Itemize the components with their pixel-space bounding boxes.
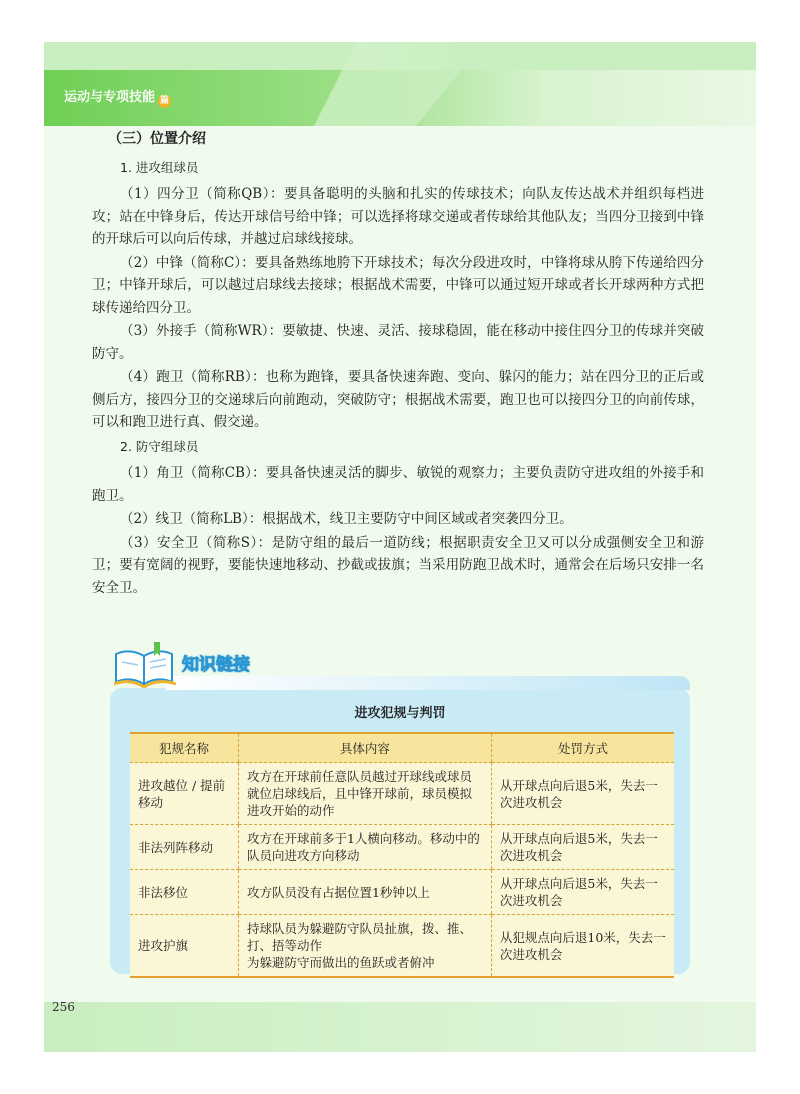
table-row <box>130 870 674 915</box>
cell-foul-penalty: 从犯规点向后退10米，失去一次进攻机会 <box>491 915 674 978</box>
offense-item-c: （2）中锋（简称C）：要具备熟练地胯下开球技术；每次分段进攻时，中锋将球从胯下传递给四分卫；中锋开球后，可以越过启球线去接球；根据战术需要，中锋可以通过短开球或者长开球两种方式把球传递给四分卫。 <box>92 254 704 316</box>
offense-item-wr: （3）外接手（简称WR）：要敏捷、快速、灵活、接球稳固，能在移动中接住四分卫的传球并突破防守。 <box>92 323 704 362</box>
page-number: 256 <box>52 1000 75 1014</box>
knowledge-link-title: 知识链接 <box>182 655 250 675</box>
open-book-icon <box>110 640 180 690</box>
body-text <box>92 128 704 600</box>
header-badge-icon: 篇 <box>160 96 170 106</box>
cell-foul-content: 攻方队员没有占据位置1秒钟以上 <box>238 870 491 915</box>
cell-foul-content: 攻方在开球前多于1人横向移动。移动中的队员向进攻方向移动 <box>238 825 491 870</box>
cell-foul-penalty: 从开球点向后退5米，失去一次进攻机会 <box>491 870 674 915</box>
defense-item-lb: （2）线卫（简称LB）：根据战术，线卫主要防守中间区域或者突袭四分卫。 <box>120 511 573 527</box>
table-title: 进攻犯规与判罚 <box>354 706 446 721</box>
defense-item-cb: （1）角卫（简称CB）：要具备快速灵活的脚步、敏锐的观察力；主要负责防守进攻组的外接手和跑卫。 <box>92 465 704 504</box>
knowledge-link-bar <box>166 676 690 690</box>
defense-heading: 2. 防守组球员 <box>120 438 199 454</box>
cell-foul-penalty: 从开球点向后退5米，失去一次进攻机会 <box>491 763 674 825</box>
offense-item-rb: （4）跑卫（简称RB）：也称为跑锋，要具备快速奔跑、变向、躲闪的能力；站在四分卫的正后或侧后方，接四分卫的交递球后向前跑动，突破防守；根据战术需要，跑卫也可以接四分卫的向前传球，可以和跑卫进行真、假交递。 <box>92 369 704 430</box>
cell-foul-content: 攻方在开球前任意队员越过开球线或球员就位启球线后，且中锋开球前，球员模拟进攻开始的动作 <box>238 763 491 825</box>
table-row <box>130 763 674 825</box>
table-row <box>130 825 674 870</box>
offense-item-qb: （1）四分卫（简称QB）：要具备聪明的头脑和扎实的传球技术；向队友传达战术并组织每档进攻；站在中锋身后，传达开球信号给中锋；可以选择将球交递或者传球给其他队友；当四分卫接到中锋的开球后可以向后传球，并越过启球线接球。 <box>92 186 704 247</box>
col-header-content: 具体内容 <box>238 733 491 763</box>
cell-foul-name: 进攻护旗 <box>130 915 238 978</box>
foul-table <box>130 732 674 978</box>
running-header-text: 运动与专项技能 <box>64 90 156 105</box>
cell-foul-penalty: 从开球点向后退5米，失去一次进攻机会 <box>491 825 674 870</box>
table-row <box>130 915 674 978</box>
defense-item-s: （3）安全卫（简称S）：是防守组的最后一道防线；根据职责安全卫又可以分成强侧安全卫和游卫；要有宽阔的视野，要能快速地移动、抄截或拔旗；当采用防跑卫战术时，通常会在后场只安排一名安全卫。 <box>92 534 704 596</box>
table-header-row <box>130 733 674 763</box>
cell-foul-content: 持球队员为躲避防守队员扯旗，拨、推、打、捂等动作 为躲避防守而做出的鱼跃或者俯冲 <box>238 915 491 978</box>
cell-foul-name: 非法移位 <box>130 870 238 915</box>
col-header-name: 犯规名称 <box>130 733 238 763</box>
section-title: （三）位置介绍 <box>108 131 206 147</box>
offense-heading: 1. 进攻组球员 <box>120 159 199 175</box>
cell-foul-name: 进攻越位 / 提前移动 <box>130 763 238 825</box>
col-header-penalty: 处罚方式 <box>491 733 674 763</box>
running-header <box>64 86 171 108</box>
cell-foul-name: 非法列阵移动 <box>130 825 238 870</box>
footer-band <box>44 1002 756 1052</box>
